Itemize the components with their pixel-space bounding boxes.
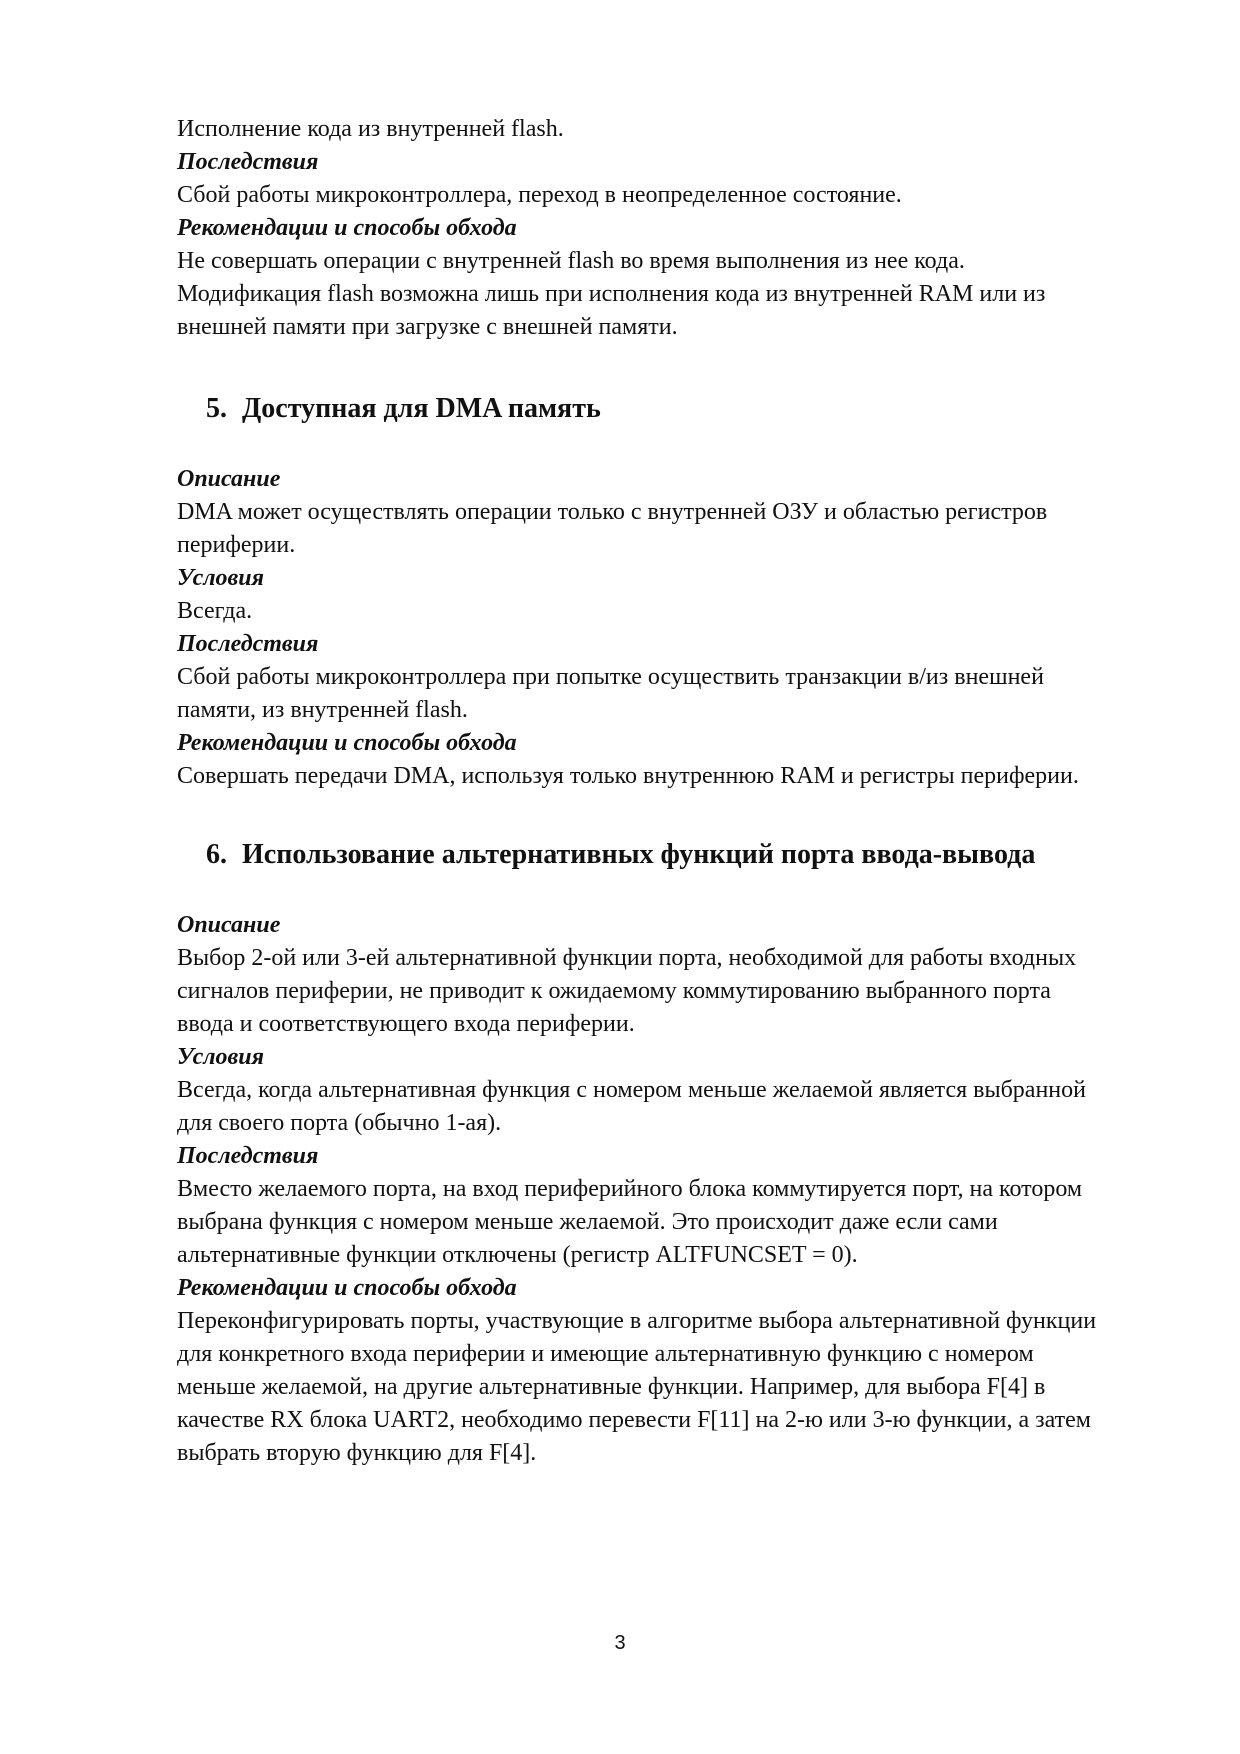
spacer: [177, 793, 1167, 835]
section-6-consequences-line: альтернативные функции отключены (регистр ALTFUNCSET = 0).: [177, 1242, 858, 1268]
section-6-recommendations-line: меньше желаемой, на другие альтернативные функции. Например, для выбора F[4] в: [177, 1374, 1046, 1400]
intro-text-line: Исполнение кода из внутренней flash.: [177, 116, 564, 142]
section-6-conditions-title: Условия: [177, 1044, 264, 1070]
section-6-description-title: Описание: [177, 912, 281, 938]
section-5-consequences-title: Последствия: [177, 631, 319, 657]
section-6-description-line: Выбор 2-ой или 3-ей альтернативной функции порта, необходимой для работы входных: [177, 945, 1077, 971]
section-5-conditions-line: Всегда.: [177, 598, 253, 624]
section-6-heading: [177, 835, 1167, 875]
section-6-number: 6.: [206, 839, 227, 870]
section-6-recommendations-line: для конкретного входа периферии и имеющие альтернативную функцию с номером: [177, 1341, 1034, 1367]
intro-recommendations-title: Рекомендации и способы обхода: [177, 215, 517, 241]
section-6-recommendations-line: выбрать вторую функцию для F[4].: [177, 1440, 537, 1466]
section-6-conditions-line: для своего порта (обычно 1-ая).: [177, 1110, 502, 1136]
spacer: [177, 875, 1167, 909]
spacer: [177, 344, 1167, 389]
section-6-conditions-line: Всегда, когда альтернативная функция с номером меньше желаемой является выбранной: [177, 1077, 1086, 1103]
section-6-consequences-line: выбрана функция с номером меньше желаемой. Это происходит даже если сами: [177, 1209, 998, 1235]
section-6-recommendations-title: Рекомендации и способы обхода: [177, 1275, 517, 1301]
section-5-number: 5.: [206, 393, 227, 424]
section-6-consequences-title: Последствия: [177, 1143, 319, 1169]
page-number: 3: [614, 1632, 626, 1654]
section-5-recommendations-title: Рекомендации и способы обхода: [177, 730, 517, 756]
section-5-recommendations-line: Совершать передачи DMA, используя только внутреннюю RAM и регистры периферии.: [177, 763, 1079, 789]
intro-consequences-line: Сбой работы микроконтроллера, переход в неопределенное состояние.: [177, 182, 902, 208]
intro-recommendations-line: внешней памяти при загрузке с внешней памяти.: [177, 314, 678, 340]
section-5-title: Доступная для DMA память: [242, 393, 601, 424]
section-6-recommendations-line: качестве RX блока UART2, необходимо перевести F[11] на 2-ю или 3-ю функции, а затем: [177, 1407, 1091, 1433]
intro-consequences-title: Последствия: [177, 149, 319, 175]
section-5-heading: [177, 389, 1167, 429]
section-5-consequences-line: Сбой работы микроконтроллера при попытке осуществить транзакции в/из внешней: [177, 664, 1044, 690]
section-6-recommendations-line: Переконфигурировать порты, участвующие в алгоритме выбора альтернативной функции: [177, 1308, 1097, 1334]
section-5-conditions-title: Условия: [177, 565, 264, 591]
section-5-description-line: периферии.: [177, 532, 296, 558]
page-content: [177, 113, 1167, 1470]
section-6-consequences-line: Вместо желаемого порта, на вход периферийного блока коммутируется порт, на котором: [177, 1176, 1083, 1202]
section-6-title: Использование альтернативных функций порта ввода-вывода: [242, 839, 1036, 870]
section-5-consequences-line: памяти, из внутренней flash.: [177, 697, 468, 723]
section-6-description-line: сигналов периферии, не приводит к ожидаемому коммутированию выбранного порта: [177, 978, 1051, 1004]
section-6-description-line: ввода и соответствующего входа периферии.: [177, 1011, 635, 1037]
section-5-description-title: Описание: [177, 466, 281, 492]
spacer: [177, 429, 1167, 463]
intro-recommendations-line: Не совершать операции с внутренней flash во время выполнения из нее кода.: [177, 248, 965, 274]
section-5-description-line: DMA может осуществлять операции только с внутренней ОЗУ и областью регистров: [177, 499, 1048, 525]
intro-recommendations-line: Модификация flash возможна лишь при исполнения кода из внутренней RAM или из: [177, 281, 1046, 307]
